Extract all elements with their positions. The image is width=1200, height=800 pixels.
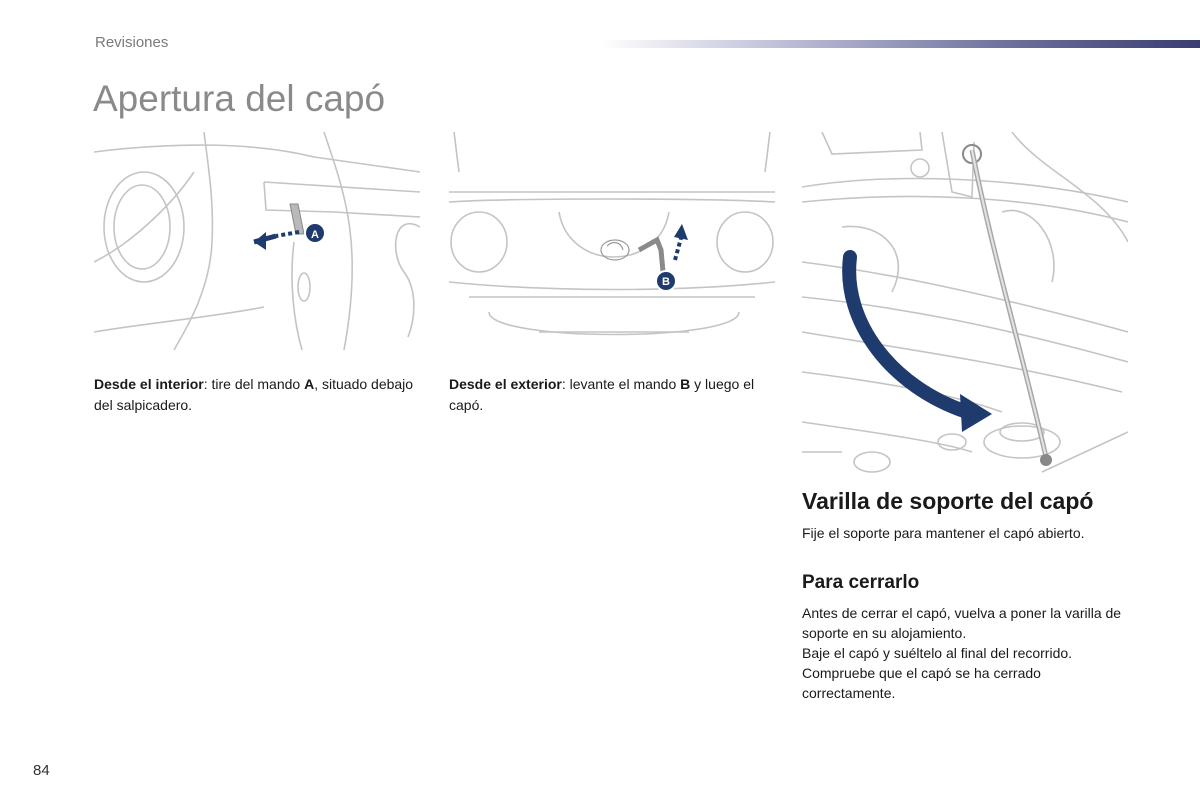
caption-interior-bold: Desde el interior [94, 376, 204, 392]
caption-interior-text1: : tire del mando [203, 376, 305, 392]
header-bar [600, 40, 1200, 48]
closing-text [802, 603, 1132, 703]
callout-a-label: A [311, 229, 319, 241]
support-rod-text: Fije el soporte para mantener el capó abierto. [802, 525, 1085, 541]
support-rod-illustration [802, 132, 1128, 476]
section-label: Revisiones [95, 34, 169, 51]
caption-exterior-bold: Desde el exterior [449, 376, 562, 392]
caption-exterior-text2: y luego el capó. [449, 376, 755, 413]
caption-exterior-text1: : levante el mando [561, 376, 681, 392]
closing-line-1: Antes de cerrar el capó, vuelva a poner la varilla de soporte en su alojamiento. [802, 605, 1122, 641]
caption-interior [94, 374, 414, 416]
caption-exterior-key: B [680, 376, 691, 392]
closing-line-2: Baje el capó y suéltelo al final del recorrido. [802, 645, 1073, 661]
caption-interior-key: A [304, 376, 315, 392]
page-number: 84 [33, 762, 50, 779]
closing-line-3: Compruebe que el capó se ha cerrado correctamente. [802, 665, 1041, 701]
page-title: Apertura del capó [93, 78, 386, 119]
closing-heading: Para cerrarlo [802, 572, 920, 593]
caption-exterior [449, 374, 774, 416]
support-rod-heading: Varilla de soporte del capó [802, 488, 1094, 514]
interior-release-illustration [94, 132, 420, 350]
exterior-release-illustration [449, 132, 775, 350]
caption-interior-text2: , situado debajo del salpicadero. [94, 376, 414, 413]
callout-b-label: B [662, 276, 670, 288]
